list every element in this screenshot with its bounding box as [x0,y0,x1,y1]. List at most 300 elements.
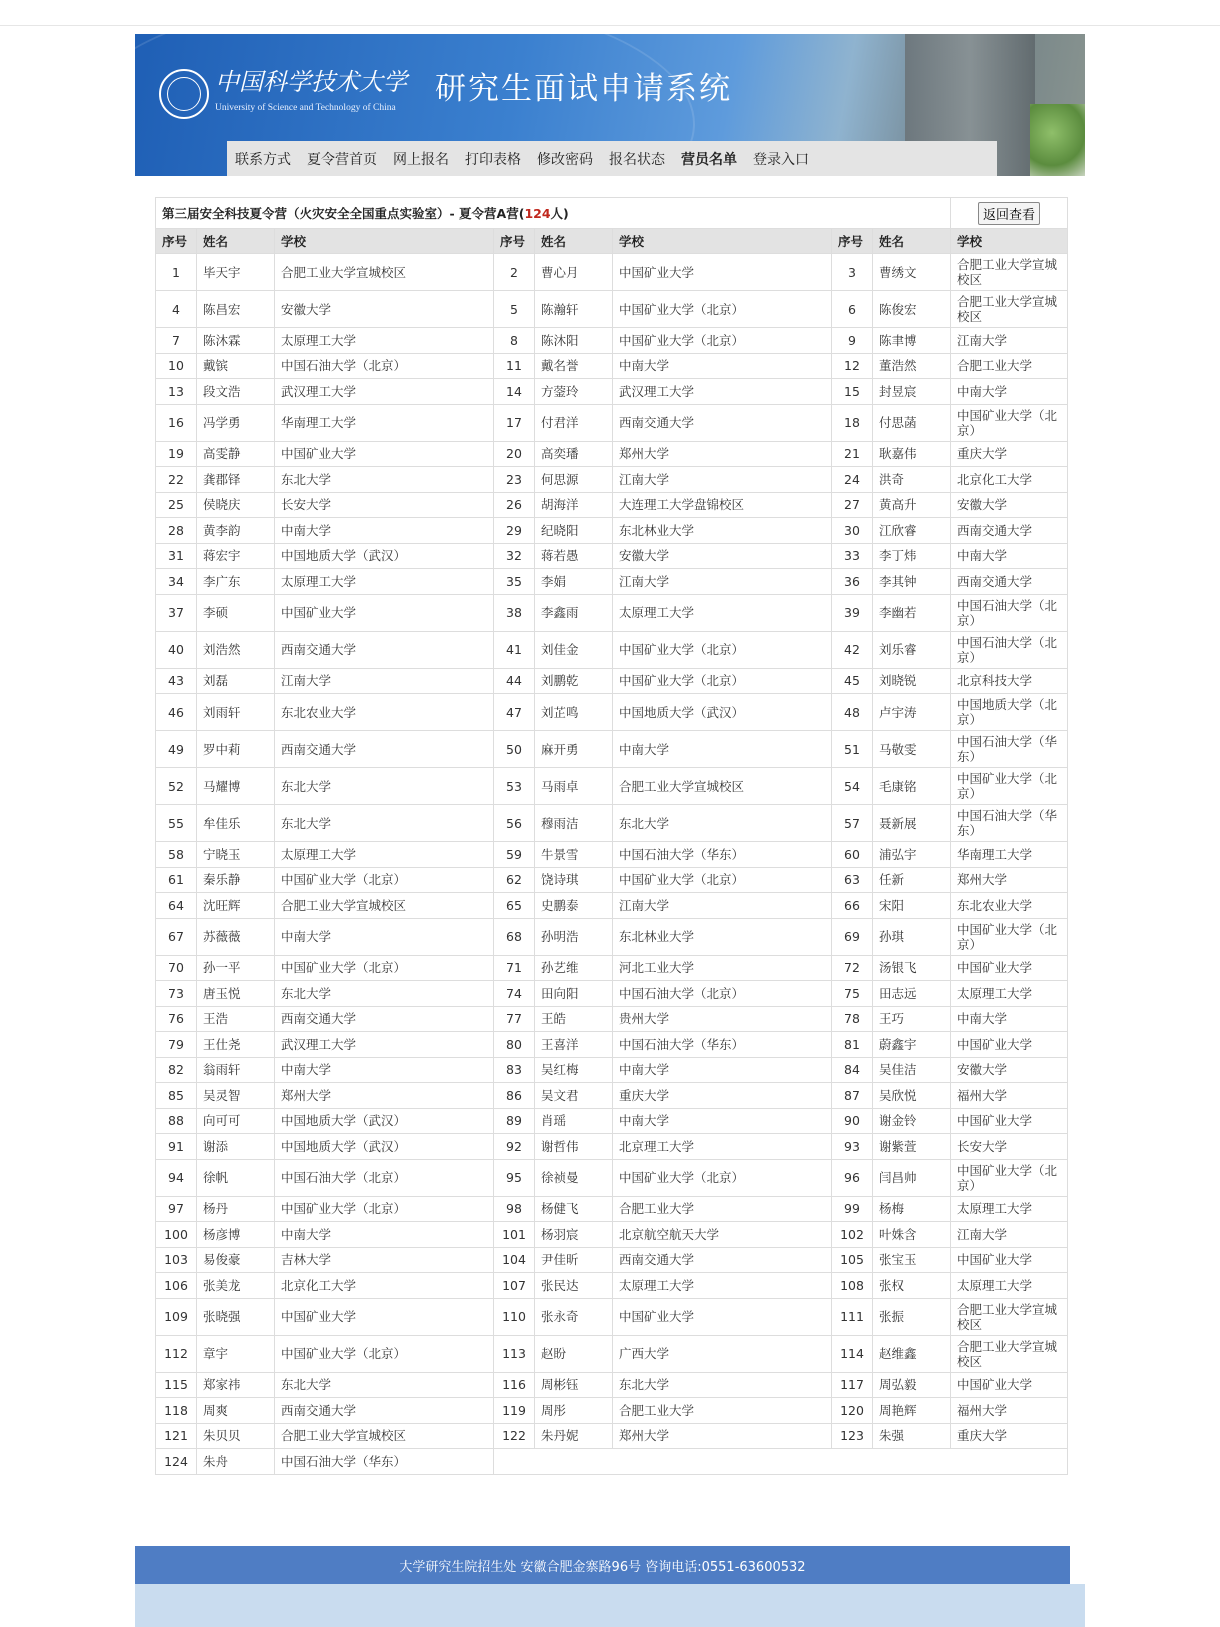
table-row [156,893,1068,919]
student-name: 刘佳金 [535,631,613,668]
student-school: 中国矿业大学（北京） [951,918,1068,955]
student-number: 6 [832,291,873,328]
student-number: 14 [494,379,535,405]
student-school: 东北大学 [613,805,832,842]
student-school: 中国地质大学（武汉） [275,1134,494,1160]
student-number: 5 [494,291,535,328]
student-number: 73 [156,981,197,1007]
table-row [156,492,1068,518]
student-school: 中国地质大学（北京） [951,694,1068,731]
student-school: 合肥工业大学宣城校区 [275,893,494,919]
student-number: 72 [832,955,873,981]
student-number: 79 [156,1032,197,1058]
student-school: 中国矿业大学（北京） [613,867,832,893]
nav-online-registration[interactable]: 网上报名 [393,151,449,168]
student-name: 李硕 [197,594,275,631]
student-name: 吴红梅 [535,1057,613,1083]
student-school: 合肥工业大学宣城校区 [951,291,1068,328]
student-number: 65 [494,893,535,919]
student-name: 毕天宇 [197,254,275,291]
student-name: 冯学勇 [197,404,275,441]
banner-foliage [1030,104,1085,176]
student-school: 贵州大学 [613,1006,832,1032]
table-row [156,768,1068,805]
student-number: 50 [494,731,535,768]
table-row [156,1335,1068,1372]
student-school: 江南大学 [951,328,1068,354]
student-school: 中国矿业大学 [275,441,494,467]
col-header-school: 学校 [275,229,494,254]
student-name: 李其钟 [873,569,951,595]
student-school: 中南大学 [613,353,832,379]
student-name: 周弘毅 [873,1372,951,1398]
student-name: 洪奇 [873,467,951,493]
student-number: 118 [156,1398,197,1424]
student-school: 长安大学 [951,1134,1068,1160]
student-school: 武汉理工大学 [275,1032,494,1058]
student-number: 114 [832,1335,873,1372]
student-name: 刘浩然 [197,631,275,668]
table-row [156,1372,1068,1398]
student-name: 周彬钰 [535,1372,613,1398]
student-school: 中南大学 [613,1108,832,1134]
table-row [156,518,1068,544]
student-name: 赵维鑫 [873,1335,951,1372]
student-name: 陈沐阳 [535,328,613,354]
student-name: 叶姝含 [873,1222,951,1248]
student-number: 66 [832,893,873,919]
student-name: 沈旺辉 [197,893,275,919]
table-row [156,1298,1068,1335]
student-name: 吴文君 [535,1083,613,1109]
student-school: 中南大学 [613,731,832,768]
student-school: 中国矿业大学（北京） [613,328,832,354]
student-school: 东北大学 [275,1372,494,1398]
student-name: 侯晓庆 [197,492,275,518]
student-number: 13 [156,379,197,405]
student-number: 89 [494,1108,535,1134]
student-number: 77 [494,1006,535,1032]
student-number: 90 [832,1108,873,1134]
student-name: 曹心月 [535,254,613,291]
student-number: 93 [832,1134,873,1160]
student-name: 周爽 [197,1398,275,1424]
student-name: 付思菡 [873,404,951,441]
nav-contact[interactable]: 联系方式 [235,151,291,168]
table-row [156,379,1068,405]
student-name: 胡海洋 [535,492,613,518]
student-name: 张宝玉 [873,1247,951,1273]
student-name: 孙琪 [873,918,951,955]
student-school: 中国矿业大学 [951,1108,1068,1134]
student-number: 59 [494,842,535,868]
student-school: 东北大学 [275,768,494,805]
student-name: 朱丹妮 [535,1423,613,1449]
nav-print-form[interactable]: 打印表格 [465,151,521,168]
col-header-name: 姓名 [197,229,275,254]
student-number: 71 [494,955,535,981]
student-school: 合肥工业大学 [613,1196,832,1222]
table-row [156,805,1068,842]
table-row [156,569,1068,595]
list-title-text: 第三届安全科技夏令营（火灾安全全国重点实验室）- 夏令营A营( [162,205,525,221]
table-row [156,668,1068,694]
student-school: 中南大学 [951,379,1068,405]
student-name: 蒋宏宇 [197,543,275,569]
student-number: 62 [494,867,535,893]
student-number: 109 [156,1298,197,1335]
student-number: 18 [832,404,873,441]
student-name: 唐玉悦 [197,981,275,1007]
member-list-panel [155,197,1067,1475]
student-school: 中国石油大学（华东） [951,731,1068,768]
student-number: 51 [832,731,873,768]
student-school: 河北工业大学 [613,955,832,981]
table-row [156,918,1068,955]
student-number: 60 [832,842,873,868]
student-school: 中国矿业大学 [613,1298,832,1335]
student-number: 53 [494,768,535,805]
student-number: 82 [156,1057,197,1083]
student-name: 马敬雯 [873,731,951,768]
student-name: 罗中莉 [197,731,275,768]
student-name: 江欣睿 [873,518,951,544]
student-name: 朱舟 [197,1449,275,1475]
student-number: 122 [494,1423,535,1449]
student-name: 肖瑶 [535,1108,613,1134]
student-number: 29 [494,518,535,544]
student-school: 东北林业大学 [613,918,832,955]
student-number: 31 [156,543,197,569]
nav-registration-status[interactable]: 报名状态 [609,151,665,168]
student-school: 长安大学 [275,492,494,518]
member-table-body [156,254,1068,1475]
student-school: 太原理工大学 [951,1273,1068,1299]
student-school: 合肥工业大学宣城校区 [951,1298,1068,1335]
student-number: 48 [832,694,873,731]
student-name: 牟佳乐 [197,805,275,842]
table-row [156,1057,1068,1083]
student-school: 吉林大学 [275,1247,494,1273]
student-school: 重庆大学 [951,441,1068,467]
student-number: 7 [156,328,197,354]
student-name: 封昱宸 [873,379,951,405]
student-school: 西南交通大学 [275,1398,494,1424]
student-school: 安徽大学 [951,492,1068,518]
student-name: 李丁炜 [873,543,951,569]
table-row [156,1196,1068,1222]
student-school: 华南理工大学 [275,404,494,441]
student-name: 孙一平 [197,955,275,981]
table-row [156,594,1068,631]
student-name: 徐帆 [197,1159,275,1196]
student-number: 123 [832,1423,873,1449]
student-number: 39 [832,594,873,631]
student-name: 张永奇 [535,1298,613,1335]
student-school: 北京航空航天大学 [613,1222,832,1248]
student-number: 2 [494,254,535,291]
student-number: 102 [832,1222,873,1248]
student-school: 中国矿业大学（北京） [613,1159,832,1196]
student-number: 32 [494,543,535,569]
student-number: 46 [156,694,197,731]
student-name: 孙明浩 [535,918,613,955]
student-name: 郑家祎 [197,1372,275,1398]
col-header-school: 学校 [951,229,1068,254]
student-number: 11 [494,353,535,379]
member-count: 124 [524,205,551,221]
student-name: 付君洋 [535,404,613,441]
student-number: 16 [156,404,197,441]
student-school: 中国地质大学（武汉） [275,543,494,569]
student-name: 宁晓玉 [197,842,275,868]
student-name: 刘雨轩 [197,694,275,731]
student-number: 33 [832,543,873,569]
footer-contact-text: 大学研究生院招生处 安徽合肥金寨路96号 咨询电话:0551-63600532 [399,1559,806,1575]
table-row [156,1398,1068,1424]
student-name: 何思源 [535,467,613,493]
student-number: 86 [494,1083,535,1109]
student-number: 38 [494,594,535,631]
student-number: 56 [494,805,535,842]
col-header-number: 序号 [832,229,873,254]
header-banner [135,34,1085,176]
student-school: 福州大学 [951,1083,1068,1109]
table-row [156,1273,1068,1299]
student-number: 24 [832,467,873,493]
student-name: 赵盼 [535,1335,613,1372]
student-school: 郑州大学 [613,1423,832,1449]
table-row [156,955,1068,981]
student-school: 西南交通大学 [951,569,1068,595]
col-header-name: 姓名 [873,229,951,254]
student-name: 李广东 [197,569,275,595]
student-school: 中国地质大学（武汉） [613,694,832,731]
student-number: 8 [494,328,535,354]
student-number: 34 [156,569,197,595]
student-name: 李鑫雨 [535,594,613,631]
student-name: 浦弘宇 [873,842,951,868]
student-number: 99 [832,1196,873,1222]
student-number: 69 [832,918,873,955]
student-name: 朱强 [873,1423,951,1449]
student-number: 17 [494,404,535,441]
main-nav [227,141,997,176]
student-school: 合肥工业大学 [951,353,1068,379]
student-school: 中南大学 [275,918,494,955]
student-school: 东北农业大学 [951,893,1068,919]
student-name: 陈沐霖 [197,328,275,354]
student-school: 西南交通大学 [275,1006,494,1032]
student-name: 张振 [873,1298,951,1335]
student-school: 西南交通大学 [951,518,1068,544]
student-number: 28 [156,518,197,544]
student-name: 马雨卓 [535,768,613,805]
student-number: 106 [156,1273,197,1299]
student-number: 43 [156,668,197,694]
student-name: 周彤 [535,1398,613,1424]
student-name: 章宇 [197,1335,275,1372]
table-row [156,1134,1068,1160]
student-name: 黄李韵 [197,518,275,544]
student-school: 中国石油大学（华东） [275,1449,494,1475]
back-cell [951,198,1068,229]
student-number: 20 [494,441,535,467]
student-school: 江南大学 [951,1222,1068,1248]
student-school: 太原理工大学 [951,981,1068,1007]
student-number: 61 [156,867,197,893]
student-number: 107 [494,1273,535,1299]
student-number: 35 [494,569,535,595]
student-number: 121 [156,1423,197,1449]
student-number: 110 [494,1298,535,1335]
student-school: 东北林业大学 [613,518,832,544]
table-row [156,631,1068,668]
student-number: 64 [156,893,197,919]
nav-member-list[interactable]: 营员名单 [681,151,737,168]
student-number: 119 [494,1398,535,1424]
student-name: 谢哲伟 [535,1134,613,1160]
student-number: 26 [494,492,535,518]
student-number: 113 [494,1335,535,1372]
top-divider [0,25,1220,26]
student-school: 北京化工大学 [275,1273,494,1299]
student-school: 中南大学 [951,543,1068,569]
table-row [156,467,1068,493]
nav-camp-home[interactable]: 夏令营首页 [307,151,377,168]
student-school: 中南大学 [951,1006,1068,1032]
student-number: 37 [156,594,197,631]
student-number: 55 [156,805,197,842]
student-name: 宋阳 [873,893,951,919]
student-school: 中国石油大学（北京） [951,631,1068,668]
student-number: 116 [494,1372,535,1398]
table-row [156,353,1068,379]
student-number: 83 [494,1057,535,1083]
nav-login[interactable]: 登录入口 [753,151,809,168]
student-school: 合肥工业大学宣城校区 [951,254,1068,291]
student-name: 吴灵智 [197,1083,275,1109]
student-name: 高奕璠 [535,441,613,467]
student-school: 江南大学 [275,668,494,694]
student-school: 合肥工业大学宣城校区 [951,1335,1068,1372]
back-button[interactable]: 返回查看 [978,202,1040,225]
student-number: 76 [156,1006,197,1032]
student-number: 3 [832,254,873,291]
student-number: 120 [832,1398,873,1424]
student-school: 中国石油大学（北京） [613,981,832,1007]
student-name: 杨丹 [197,1196,275,1222]
student-number: 112 [156,1335,197,1372]
student-name: 龚郡铎 [197,467,275,493]
student-school: 西南交通大学 [613,404,832,441]
student-school: 江南大学 [613,569,832,595]
student-school: 中国矿业大学（北京） [275,1335,494,1372]
student-school: 太原理工大学 [613,594,832,631]
student-number: 12 [832,353,873,379]
student-number: 81 [832,1032,873,1058]
student-name: 陈瀚轩 [535,291,613,328]
student-school: 中国地质大学（武汉） [275,1108,494,1134]
col-header-number: 序号 [494,229,535,254]
student-school: 西南交通大学 [275,631,494,668]
student-name: 马耀博 [197,768,275,805]
col-header-name: 姓名 [535,229,613,254]
student-number: 44 [494,668,535,694]
student-school: 中国石油大学（华东） [613,1032,832,1058]
student-number: 94 [156,1159,197,1196]
col-header-school: 学校 [613,229,832,254]
student-name: 段文浩 [197,379,275,405]
student-number: 4 [156,291,197,328]
student-number: 9 [832,328,873,354]
student-school: 中国矿业大学 [951,1032,1068,1058]
student-school: 中国石油大学（华东） [951,805,1068,842]
student-name: 杨羽宸 [535,1222,613,1248]
student-name: 高雯静 [197,441,275,467]
student-school: 郑州大学 [613,441,832,467]
student-number: 57 [832,805,873,842]
student-school: 中国矿业大学 [951,955,1068,981]
student-school: 太原理工大学 [275,842,494,868]
nav-change-password[interactable]: 修改密码 [537,151,593,168]
student-school: 太原理工大学 [951,1196,1068,1222]
table-row [156,1006,1068,1032]
student-school: 中国矿业大学（北京） [613,291,832,328]
student-number: 63 [832,867,873,893]
table-header-row [156,229,1068,254]
student-school: 东北农业大学 [275,694,494,731]
student-number: 15 [832,379,873,405]
student-school: 中国石油大学（北京） [951,594,1068,631]
student-name: 蒋若愚 [535,543,613,569]
student-name: 李幽若 [873,594,951,631]
student-school: 重庆大学 [613,1083,832,1109]
student-school: 中国矿业大学 [613,254,832,291]
student-school: 中国石油大学（北京） [275,353,494,379]
student-school: 中国矿业大学（北京） [613,668,832,694]
table-row [156,1423,1068,1449]
student-name: 尹佳昕 [535,1247,613,1273]
student-school: 中国矿业大学 [951,1372,1068,1398]
student-school: 东北大学 [275,981,494,1007]
table-row [156,1247,1068,1273]
student-school: 江南大学 [613,893,832,919]
student-school: 合肥工业大学 [613,1398,832,1424]
student-name: 田向阳 [535,981,613,1007]
student-name: 李娟 [535,569,613,595]
student-number: 97 [156,1196,197,1222]
student-number: 100 [156,1222,197,1248]
student-number: 58 [156,842,197,868]
table-row [156,694,1068,731]
student-school: 武汉理工大学 [613,379,832,405]
table-row [156,254,1068,291]
student-number: 42 [832,631,873,668]
student-number: 124 [156,1449,197,1475]
student-number: 30 [832,518,873,544]
student-name: 翁雨轩 [197,1057,275,1083]
student-name: 陈聿博 [873,328,951,354]
student-name: 吴欣悦 [873,1083,951,1109]
table-row [156,842,1068,868]
table-row [156,1222,1068,1248]
student-school: 中国矿业大学（北京） [613,631,832,668]
empty-cell [494,1449,1068,1475]
student-school: 安徽大学 [275,291,494,328]
student-name: 张美龙 [197,1273,275,1299]
student-number: 68 [494,918,535,955]
